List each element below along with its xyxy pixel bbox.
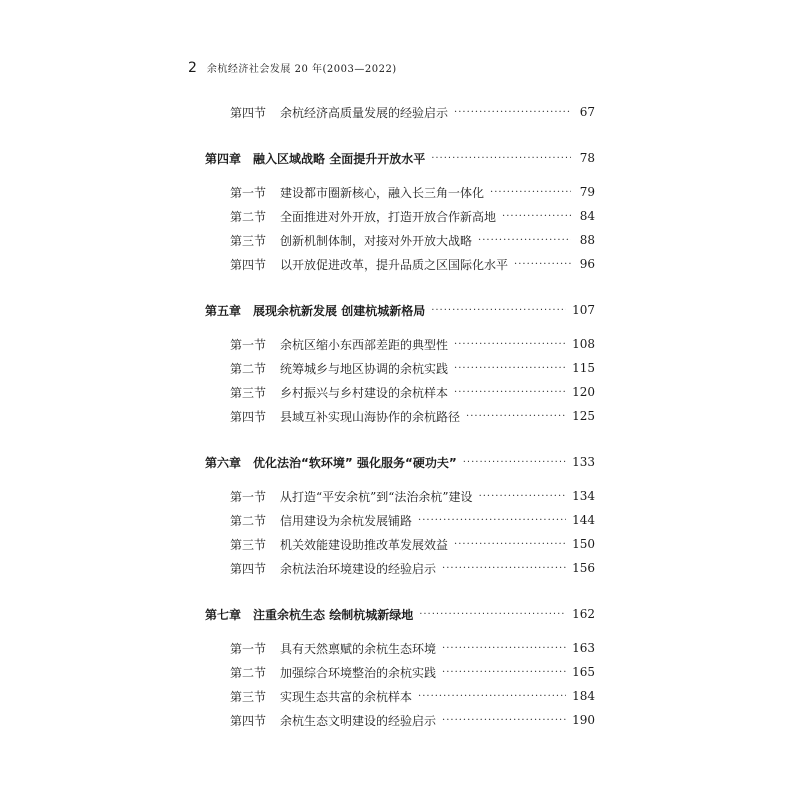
toc-entry-page: 107 [572,303,595,317]
dot-leader [514,259,571,270]
spacer [205,428,595,450]
dot-leader [490,187,571,198]
dot-leader [463,457,566,468]
running-title: 余杭经济社会发展 20 年(2003—2022) [206,64,397,75]
toc-section-row[interactable] [205,100,595,124]
dot-leader [418,691,566,702]
toc-entry-title: 建设都市圈新核心，融入长三角一体化 [280,185,485,200]
toc-entry-label: 第四节 [230,105,267,120]
toc-entry-title: 余杭生态文明建设的经验启示 [280,713,437,728]
toc-entry-label: 第五章 [205,303,242,318]
toc-entry-page: 156 [572,561,595,575]
toc-entry-page: 84 [579,209,595,223]
toc-section-row[interactable] [205,508,595,532]
toc-entry-title: 县域互补实现山海协作的余杭路径 [280,409,461,424]
toc-entry-title: 全面推进对外开放，打造开放合作新高地 [280,209,497,224]
toc-entry-page: 108 [572,337,595,351]
dot-leader [454,363,566,374]
toc-entry-title: 加强综合环境整治的余杭实践 [280,665,437,680]
dot-leader [419,609,566,620]
spacer [205,580,595,602]
toc-section-row[interactable] [205,636,595,660]
toc-entry-page: 78 [579,151,595,165]
toc-section-row[interactable] [205,556,595,580]
toc-entry-title: 融入区域战略 全面提升开放水平 [253,151,426,166]
dot-leader [418,515,566,526]
toc-entry-title: 机关效能建设助推改革发展效益 [280,537,449,552]
page-number: 2 [188,60,197,76]
toc-section-row[interactable] [205,332,595,356]
toc-section-row[interactable] [205,228,595,252]
toc-section-row[interactable] [205,532,595,556]
spacer [205,626,595,636]
toc-entry-page: 88 [579,233,595,247]
toc-entry-title: 余杭区缩小东西部差距的典型性 [280,337,449,352]
table-of-contents [205,100,595,732]
toc-entry-page: 144 [572,513,595,527]
dot-leader [431,305,566,316]
toc-entry-label: 第四节 [230,409,267,424]
toc-entry-title: 注重余杭生态 绘制杭城新绿地 [253,607,414,622]
spacer [205,276,595,298]
toc-entry-page: 150 [572,537,595,551]
toc-entry-title: 乡村振兴与乡村建设的余杭样本 [280,385,449,400]
toc-entry-page: 165 [572,665,595,679]
toc-entry-label: 第三节 [230,537,267,552]
dot-leader [466,411,566,422]
toc-section-row[interactable] [205,180,595,204]
toc-entry-page: 162 [572,607,595,621]
toc-chapter-row[interactable] [205,298,595,322]
dot-leader [454,539,566,550]
toc-entry-page: 120 [572,385,595,399]
toc-entry-title: 信用建设为余杭发展铺路 [280,513,413,528]
toc-section-row[interactable] [205,380,595,404]
toc-entry-title: 实现生态共富的余杭样本 [280,689,413,704]
toc-entry-label: 第一节 [230,641,267,656]
toc-entry-page: 115 [572,361,595,375]
dot-leader [442,715,566,726]
toc-entry-title: 创新机制体制，对接对外开放大战略 [280,233,473,248]
toc-section-row[interactable] [205,660,595,684]
toc-entry-page: 134 [572,489,595,503]
spacer [205,474,595,484]
toc-chapter-row[interactable] [205,146,595,170]
toc-entry-label: 第四节 [230,561,267,576]
toc-entry-label: 第四章 [205,151,242,166]
spacer [205,170,595,180]
toc-entry-label: 第一节 [230,489,267,504]
dot-leader [442,667,566,678]
dot-leader [454,107,571,118]
toc-entry-title: 余杭法治环境建设的经验启示 [280,561,437,576]
toc-entry-page: 184 [572,689,595,703]
dot-leader [479,491,567,502]
dot-leader [454,339,566,350]
toc-entry-page: 67 [579,105,595,119]
dot-leader [454,387,566,398]
toc-entry-page: 125 [572,409,595,423]
toc-entry-title: 具有天然禀赋的余杭生态环境 [280,641,437,656]
toc-entry-label: 第四节 [230,257,267,272]
toc-entry-label: 第三节 [230,385,267,400]
spacer [205,124,595,146]
dot-leader [442,563,566,574]
toc-entry-label: 第三节 [230,233,267,248]
toc-chapter-row[interactable] [205,602,595,626]
toc-entry-title: 从打造“平安余杭”到“法治余杭”建设 [280,489,473,504]
spacer [205,322,595,332]
toc-entry-label: 第三节 [230,689,267,704]
toc-entry-label: 第二节 [230,209,267,224]
toc-section-row[interactable] [205,484,595,508]
toc-entry-label: 第四节 [230,713,267,728]
toc-section-row[interactable] [205,708,595,732]
toc-entry-label: 第一节 [230,337,267,352]
dot-leader [442,643,566,654]
toc-entry-page: 190 [572,713,595,727]
toc-entry-page: 163 [572,641,595,655]
toc-section-row[interactable] [205,684,595,708]
toc-chapter-row[interactable] [205,450,595,474]
toc-entry-label: 第二节 [230,361,267,376]
toc-section-row[interactable] [205,356,595,380]
toc-entry-page: 79 [579,185,595,199]
toc-entry-title: 余杭经济高质量发展的经验启示 [280,105,449,120]
toc-entry-label: 第二节 [230,513,267,528]
dot-leader [478,235,571,246]
dot-leader [502,211,571,222]
toc-entry-title: 统筹城乡与地区协调的余杭实践 [280,361,449,376]
toc-section-row[interactable] [205,204,595,228]
toc-section-row[interactable] [205,404,595,428]
toc-entry-page: 133 [572,455,595,469]
running-header [188,60,397,76]
toc-entry-title: 以开放促进改革，提升品质之区国际化水平 [280,257,509,272]
toc-entry-title: 优化法治“软环境” 强化服务“硬功夫” [253,455,457,470]
toc-entry-label: 第六章 [205,455,242,470]
toc-entry-title: 展现余杭新发展 创建杭城新格局 [253,303,426,318]
toc-entry-page: 96 [579,257,595,271]
toc-section-row[interactable] [205,252,595,276]
toc-entry-label: 第一节 [230,185,267,200]
dot-leader [431,153,571,164]
toc-entry-label: 第七章 [205,607,242,622]
toc-entry-label: 第二节 [230,665,267,680]
